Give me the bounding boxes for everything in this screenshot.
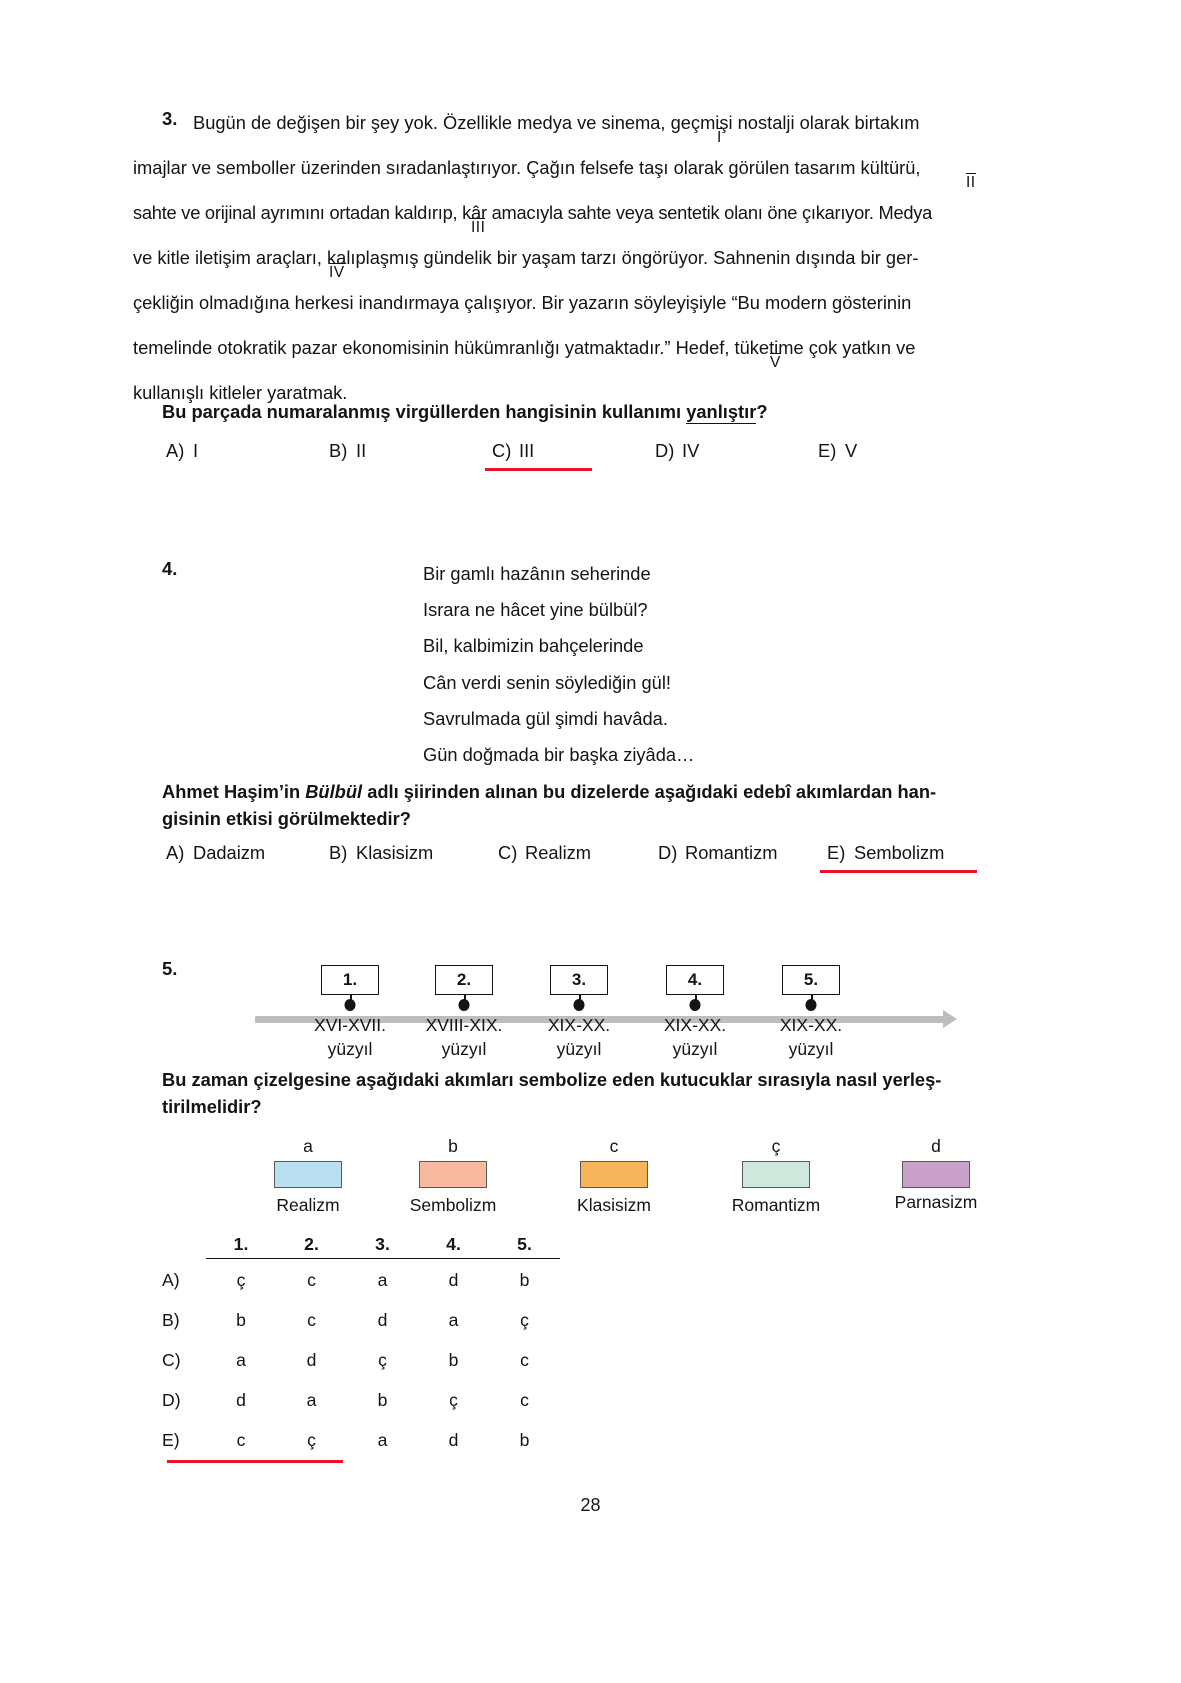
matrix-row-a-label: A) [162, 1270, 180, 1290]
matrix-row-e-cell-2: ç [307, 1430, 316, 1450]
legend-name-d: Parnasizm [894, 1192, 978, 1212]
option-c[interactable] [498, 842, 658, 864]
matrix-row-d-cell-1: d [236, 1390, 246, 1410]
matrix-row-d-cell-4: ç [449, 1390, 458, 1410]
matrix-row-a-cell-4: d [448, 1270, 459, 1290]
timeline-arrowhead [943, 1010, 957, 1028]
timeline-dot-2 [459, 999, 470, 1011]
timeline-unit-2: yüzyıl [441, 1039, 487, 1059]
question-5-prompt-line-2: tirilmelidir? [162, 1096, 262, 1117]
option-a-label: A) [166, 440, 185, 461]
timeline-box-3[interactable]: 3. [550, 965, 608, 995]
matrix-header-4: 4. [418, 1234, 489, 1259]
timeline-century-3: XIX-XX. [547, 1015, 611, 1035]
matrix-row-b-cell-3: d [377, 1310, 388, 1330]
legend-key-b: b [448, 1136, 458, 1156]
comma-marker-4: IV [329, 264, 345, 281]
question-3-prompt-text [162, 401, 767, 424]
option-a[interactable] [166, 842, 329, 864]
option-c-text: Realizm [525, 842, 592, 863]
option-a-text: Dadaizm [193, 842, 266, 863]
matrix-row-e-cell-4: d [448, 1430, 459, 1450]
matrix-row-c-cell-2: d [306, 1350, 317, 1370]
question-3 [133, 100, 1003, 461]
poem-line-6: Gün doğmada bir başka ziyâda… [423, 744, 695, 766]
question-4-prompt-part2: adlı şiirinden alınan bu dizelerde aşağıdaki edebî akımlardan han- [362, 781, 937, 802]
option-c-label: C) [498, 842, 518, 863]
option-e-label: E) [818, 440, 837, 461]
option-c-answer-underline [485, 468, 592, 471]
matrix-row-a[interactable] [162, 1270, 560, 1291]
matrix-row-a-cell-5: b [519, 1270, 530, 1290]
question-3-options [166, 440, 1006, 462]
option-e-label: E) [827, 842, 846, 863]
option-d-text: IV [682, 440, 700, 461]
poem-line-4: Cân verdi senin söylediğin gül! [423, 671, 671, 693]
option-b-label: B) [329, 842, 348, 863]
timeline-century-4: XIX-XX. [663, 1015, 727, 1035]
matrix-header-row [162, 1234, 560, 1259]
comma-marker-5: V [770, 354, 781, 371]
matrix-header-3: 3. [347, 1234, 418, 1259]
passage-line-3: sahte ve orijinal ayrımını ortadan kaldırıp, kâr amacıyla sahte veya sentetik olanı öne çıkarıyor. Medya [133, 202, 933, 223]
timeline-dot-3 [574, 999, 585, 1011]
timeline-diagram [193, 958, 1013, 1063]
matrix-row-c-cell-3: ç [378, 1350, 387, 1370]
matrix-row-b-cell-2: c [307, 1310, 316, 1330]
timeline-dot-4 [690, 999, 701, 1011]
option-c-text: III [519, 440, 535, 461]
timeline-label-5 [780, 1013, 842, 1061]
timeline-label-2 [426, 1013, 503, 1061]
timeline-box-4[interactable]: 4. [666, 965, 724, 995]
option-a-text: I [193, 440, 199, 461]
timeline-century-5: XIX-XX. [779, 1015, 843, 1035]
matrix-row-b-cell-1: b [236, 1310, 246, 1330]
timeline-label-1 [314, 1013, 386, 1061]
matrix-row-a-cell-2: c [307, 1270, 316, 1290]
matrix-row-c-cell-4: b [448, 1350, 459, 1370]
poem-line-5: Savrulmada gül şimdi havâda. [423, 707, 668, 729]
legend-swatch-d [902, 1161, 970, 1188]
timeline-label-4 [664, 1013, 726, 1061]
legend-swatch-c-cedilla [742, 1161, 810, 1188]
matrix-row-e-answer-underline [167, 1460, 343, 1463]
legend-swatch-a [274, 1161, 342, 1188]
timeline-century-2: XVIII-XIX. [425, 1015, 503, 1035]
legend-swatch-b [419, 1161, 487, 1188]
matrix-row-a-cell-1: ç [236, 1270, 246, 1290]
option-a-label: A) [166, 842, 185, 863]
legend-item-c[interactable] [559, 1136, 669, 1216]
timeline-label-3 [548, 1013, 610, 1061]
poem-line-1: Bir gamlı hazânın seherinde [423, 563, 651, 584]
option-e-text: Sembolizm [854, 842, 945, 863]
matrix-row-d[interactable] [162, 1390, 560, 1411]
option-b[interactable] [329, 842, 498, 864]
matrix-header-1: 1. [206, 1234, 276, 1259]
movement-legend [193, 1136, 1023, 1218]
option-e-text: V [845, 440, 858, 461]
question-4-poem [423, 556, 694, 773]
option-a[interactable] [166, 440, 329, 462]
legend-name-c: Klasisizm [577, 1195, 651, 1215]
poem-line-2: Israra ne hâcet yine bülbül? [423, 599, 648, 621]
poem-line-3: Bil, kalbimizin bahçelerinde [423, 635, 644, 657]
passage-line-5: çekliğin olmadığına herkesi inandırmaya çalışıyor. Bir yazarın söyleyişiyle “Bu modern gösterinin [133, 292, 912, 313]
timeline-unit-5: yüzyıl [788, 1039, 834, 1059]
question-3-prompt-full: Bu parçada numaralanmış virgüllerden hangisinin kullanımı yanlıştır? [162, 401, 768, 422]
matrix-row-b[interactable] [162, 1310, 560, 1331]
option-e-answer-underline [820, 870, 977, 873]
legend-key-a: a [303, 1136, 313, 1156]
timeline-box-1[interactable]: 1. [321, 965, 379, 995]
timeline-dot-5 [806, 999, 817, 1011]
question-4-prompt [162, 778, 1007, 832]
question-3-number: 3. [162, 108, 178, 129]
matrix-row-e-label: E) [162, 1430, 180, 1450]
question-4-prompt-part1: Ahmet Haşim’in [162, 781, 306, 802]
legend-swatch-c [580, 1161, 648, 1188]
matrix-row-b-cell-5: ç [520, 1310, 529, 1330]
comma-marker-2: II [966, 174, 976, 191]
matrix-row-d-cell-5: c [520, 1390, 529, 1410]
matrix-row-c-cell-1: a [236, 1350, 246, 1370]
legend-name-c-cedilla: Romantizm [731, 1195, 821, 1215]
timeline-box-5[interactable]: 5. [782, 965, 840, 995]
legend-item-d[interactable] [881, 1136, 991, 1213]
legend-key-d: d [931, 1136, 941, 1156]
matrix-row-a-cell-3: a [377, 1270, 388, 1290]
passage-line-7: kullanışlı kitleler yaratmak. [133, 382, 348, 403]
matrix-row-e-cell-3: a [377, 1430, 388, 1450]
timeline-unit-4: yüzyıl [672, 1039, 718, 1059]
timeline-box-2[interactable]: 2. [435, 965, 493, 995]
legend-name-b: Sembolizm [409, 1195, 497, 1215]
question-4-options [166, 842, 1011, 864]
timeline-century-1: XVI-XVII. [314, 1015, 386, 1035]
matrix-row-b-cell-4: a [448, 1310, 459, 1330]
matrix-row-c-cell-5: c [520, 1350, 529, 1370]
option-d-label: D) [655, 440, 675, 461]
passage-line-6: temelinde otokratik pazar ekonomisinin hükümranlığı yatmaktadır.” Hedef, tüketime çok yatkın ve [133, 337, 916, 358]
option-e[interactable] [827, 842, 977, 864]
option-b[interactable] [329, 440, 492, 462]
option-d[interactable] [658, 842, 827, 864]
option-e[interactable] [818, 440, 958, 462]
matrix-row-d-label: D) [162, 1390, 181, 1410]
passage-line-1: Bugün de değişen bir şey yok. Özellikle medya ve sinema, geçmişi nostalji olarak birtakım [193, 112, 920, 133]
option-c-label: C) [492, 440, 512, 461]
matrix-row-c[interactable] [162, 1350, 560, 1371]
timeline-dot-1 [345, 999, 356, 1011]
legend-item-b[interactable] [398, 1136, 508, 1216]
matrix-row-c-label: C) [162, 1350, 181, 1370]
matrix-header-2: 2. [276, 1234, 347, 1259]
option-b-text: II [356, 440, 367, 461]
matrix-row-d-cell-3: b [377, 1390, 388, 1410]
legend-key-c: c [609, 1136, 619, 1156]
option-b-label: B) [329, 440, 348, 461]
option-b-text: Klasisizm [356, 842, 434, 863]
option-d-label: D) [658, 842, 678, 863]
option-c[interactable] [492, 440, 655, 462]
question-5-prompt-line-1: Bu zaman çizelgesine aşağıdaki akımları sembolize eden kutucuklar sırasıyla nasıl yerleş- [162, 1069, 942, 1090]
option-d[interactable] [655, 440, 818, 462]
question-3-passage [133, 100, 1003, 415]
timeline-unit-3: yüzyıl [556, 1039, 602, 1059]
matrix-row-d-cell-2: a [306, 1390, 317, 1410]
question-4-number: 4. [162, 558, 178, 579]
question-4-prompt-line-1 [162, 778, 1007, 805]
passage-line-4: ve kitle iletişim araçları, kalıplaşmış gündelik bir yaşam tarzı öngörüyor. Sahnenin dışında bir ger- [133, 247, 919, 268]
matrix-row-e[interactable] [162, 1430, 560, 1451]
legend-name-a: Realizm [276, 1195, 340, 1215]
passage-line-2: imajlar ve semboller üzerinden sıradanlaştırıyor. Çağın felsefe taşı olarak görülen tasarım kültürü, [133, 157, 921, 178]
option-d-text: Romantizm [685, 842, 778, 863]
question-5-prompt [162, 1066, 1022, 1120]
matrix-row-e-cell-1: c [236, 1430, 246, 1450]
legend-item-c-cedilla[interactable] [721, 1136, 831, 1216]
comma-marker-1: I [717, 129, 722, 146]
matrix-row-e-cell-5: b [519, 1430, 530, 1450]
question-4-prompt-line-2: gisinin etkisi görülmektedir? [162, 808, 411, 829]
legend-key-c-cedilla: ç [771, 1136, 781, 1156]
timeline-unit-1: yüzyıl [327, 1039, 373, 1059]
matrix-row-b-label: B) [162, 1310, 180, 1330]
question-3-prompt [162, 398, 1002, 425]
question-5-number: 5. [162, 958, 178, 979]
poem-title: Bülbül [305, 781, 363, 802]
page-number: 28 [580, 1495, 601, 1515]
matrix-corner [162, 1234, 206, 1259]
legend-item-a[interactable] [253, 1136, 363, 1216]
comma-marker-3: III [471, 219, 486, 236]
matrix-header-5: 5. [489, 1234, 560, 1259]
